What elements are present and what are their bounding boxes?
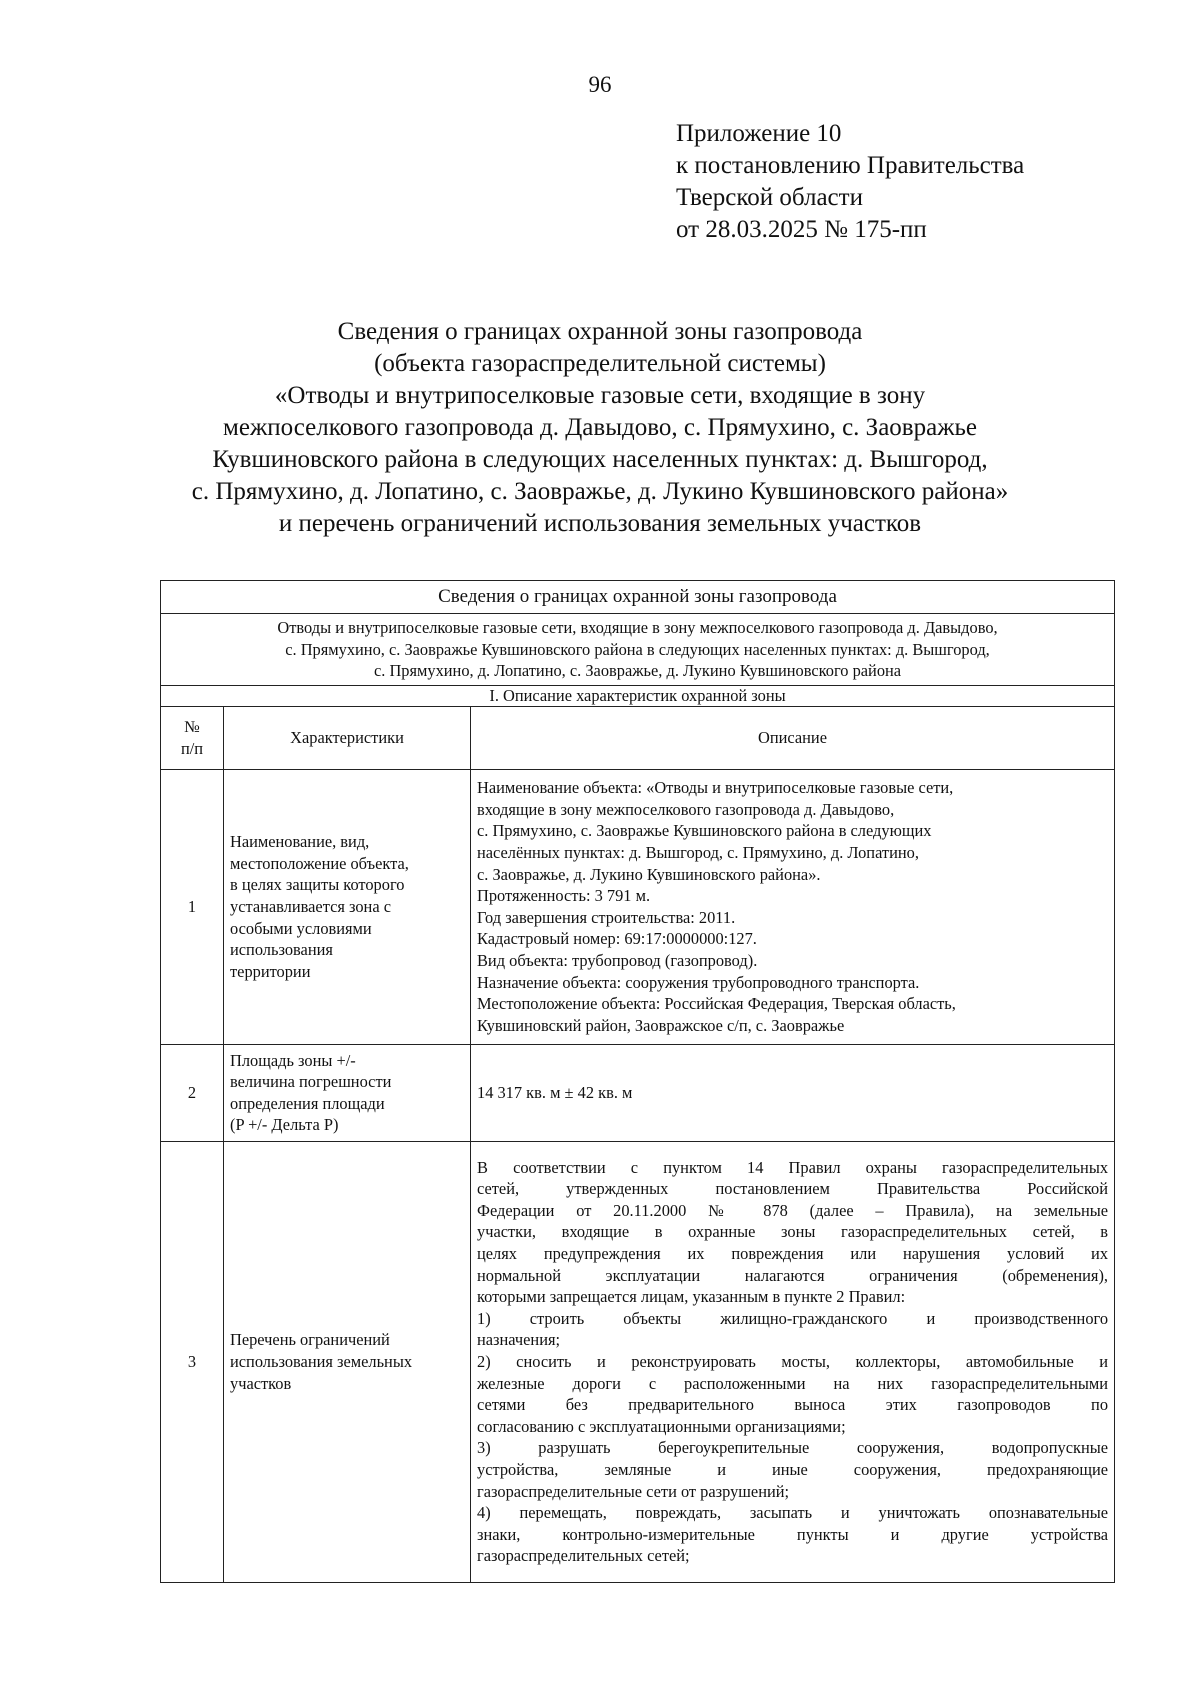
description-line: участки, входящие в охранные зоны газораспределительных сетей, в	[477, 1222, 1109, 1242]
description-line: Назначение объекта: сооружения трубопроводного транспорта.	[477, 972, 920, 992]
description-line: железные дороги с расположенными на них газораспределительными	[477, 1373, 1109, 1393]
characteristic-line: участков	[230, 1373, 292, 1393]
zone-info-table	[160, 580, 1115, 1583]
title-line: с. Прямухино, д. Лопатино, с. Заовражье, д. Лукино Кувшиновского района»	[191, 478, 1009, 505]
characteristic-line: особыми условиями	[230, 918, 372, 938]
characteristic-line: Перечень ограничений	[230, 1330, 390, 1350]
column-header-number-line2: п/п	[180, 738, 204, 758]
description-line: с. Прямухино, с. Заовражье Кувшиновского района в следующих	[477, 821, 932, 841]
table-section-heading: I. Описание характеристик охранной зоны	[161, 685, 1115, 706]
description-line: 2) сносить и реконструировать мосты, коллекторы, автомобильные и	[477, 1351, 1109, 1371]
characteristic-line: величина погрешности	[230, 1072, 392, 1092]
characteristic-line: территории	[230, 961, 311, 981]
description-line: знаки, контрольно-измерительные пункты и другие устройства	[477, 1524, 1109, 1544]
object-name-line: с. Прямухино, с. Заовражье Кувшиновского района в следующих населенных пунктах: д. Вышгород,	[285, 639, 990, 659]
title-line: (объекта газораспределительной системы)	[374, 350, 826, 377]
characteristic-line: использования земельных	[230, 1351, 413, 1371]
title-line: «Отводы и внутрипоселковые газовые сети, входящие в зону	[274, 382, 926, 409]
description-line: В соответствии с пунктом 14 Правил охраны газораспределительных	[477, 1157, 1109, 1177]
column-header-characteristics: Характеристики	[224, 706, 471, 769]
appendix-line: Приложение 10	[676, 120, 842, 147]
table-row	[161, 1044, 1115, 1141]
description-line: назначения;	[477, 1330, 561, 1350]
row-characteristic	[224, 1044, 471, 1141]
description-line: которыми запрещается лицам, указанным в пункте 2 Правил:	[477, 1287, 906, 1307]
appendix-reference	[676, 118, 1024, 246]
title-line: межпоселкового газопровода д. Давыдово, с. Прямухино, с. Заовражье	[223, 414, 977, 441]
title-line: и перечень ограничений использования земельных участков	[278, 510, 922, 537]
characteristic-line: местоположение объекта,	[230, 853, 409, 873]
row-description	[471, 1044, 1115, 1141]
appendix-line: к постановлению Правительства	[676, 152, 1025, 179]
column-header-number	[161, 706, 224, 769]
description-line: устройства, земляные и иные сооружения, предохраняющие	[477, 1459, 1109, 1479]
table-title-row	[161, 581, 1115, 614]
description-line: населённых пунктах: д. Вышгород, с. Прямухино, д. Лопатино,	[477, 843, 919, 862]
description-line: Вид объекта: трубопровод (газопровод).	[477, 950, 758, 970]
description-line: Протяженность: 3 791 м.	[477, 886, 651, 906]
characteristic-line: использования	[230, 940, 333, 960]
description-line: 14 317 кв. м ± 42 кв. м	[477, 1082, 633, 1102]
title-line: Кувшиновского района в следующих населенных пунктах: д. Вышгород,	[212, 446, 988, 473]
description-line: с. Заовражье, д. Лукино Кувшиновского района».	[477, 864, 821, 884]
description-line: сетей, утвержденных постановлением Правительства Российской	[477, 1179, 1109, 1199]
description-line: 4) перемещать, повреждать, засыпать и уничтожать опознавательные	[477, 1503, 1109, 1523]
object-name-line: Отводы и внутрипоселковые газовые сети, входящие в зону межпоселкового газопровода д. Давыдово,	[277, 618, 998, 637]
row-characteristic	[224, 1141, 471, 1582]
characteristic-line: (P +/- Дельта P)	[230, 1115, 339, 1135]
description-line: целях предупреждения их повреждения или нарушения условий их	[477, 1244, 1109, 1264]
row-number: 3	[161, 1141, 224, 1582]
page-number: 96	[588, 72, 612, 97]
row-number: 2	[161, 1044, 224, 1141]
description-line: согласованию с эксплуатационными организациями;	[477, 1416, 846, 1436]
description-line: Кувшиновский район, Заовражское с/п, с. Заовражье	[477, 1015, 845, 1035]
description-line: Кадастровый номер: 69:17:0000000:127.	[477, 929, 757, 949]
row-characteristic	[224, 769, 471, 1044]
description-line: газораспределительных сетей;	[477, 1546, 690, 1566]
table-section-row	[161, 685, 1115, 706]
appendix-line: Тверской области	[676, 184, 863, 211]
column-header-description: Описание	[471, 706, 1115, 769]
description-line: 1) строить объекты жилищно-гражданского и производственного	[477, 1308, 1109, 1328]
title-line: Сведения о границах охранной зоны газопровода	[337, 318, 863, 345]
description-line: Год завершения строительства: 2011.	[477, 907, 736, 927]
description-line: входящие в зону межпоселкового газопровода д. Давыдово,	[477, 799, 895, 819]
row-description	[471, 769, 1115, 1044]
characteristic-line: устанавливается зона с	[230, 896, 391, 916]
object-name-line: с. Прямухино, д. Лопатино, с. Заовражье, д. Лукино Кувшиновского района	[373, 661, 902, 681]
table-object-row	[161, 614, 1115, 686]
row-number: 1	[161, 769, 224, 1044]
appendix-line: от 28.03.2025 № 175-пп	[676, 216, 927, 243]
row-description	[471, 1141, 1115, 1582]
table-object-name	[161, 614, 1115, 686]
column-header-number-line1: №	[184, 717, 200, 737]
table-row	[161, 1141, 1115, 1582]
characteristic-line: в целях защиты которого	[230, 875, 405, 895]
table-title: Сведения о границах охранной зоны газопровода	[161, 581, 1115, 614]
description-line: Наименование объекта: «Отводы и внутрипоселковые газовые сети,	[477, 778, 954, 798]
characteristic-line: определения площади	[230, 1093, 385, 1113]
description-line: Федерации от 20.11.2000 № 878 (далее – Правила), на земельные	[477, 1200, 1109, 1220]
description-line: сетями без предварительного выноса этих газопроводов по	[477, 1395, 1109, 1415]
document-title	[100, 316, 1100, 540]
characteristic-line: Наименование, вид,	[230, 832, 370, 852]
table-row	[161, 769, 1115, 1044]
description-line: газораспределительные сети от разрушений;	[477, 1481, 790, 1501]
characteristic-line: Площадь зоны +/-	[230, 1050, 356, 1070]
description-line: 3) разрушать берегоукрепительные сооружения, водопропускные	[477, 1438, 1109, 1458]
description-line: нормальной эксплуатации налагаются ограничения (обременения),	[477, 1265, 1109, 1285]
table-header-row	[161, 706, 1115, 769]
description-line: Местоположение объекта: Российская Федерация, Тверская область,	[477, 994, 956, 1014]
